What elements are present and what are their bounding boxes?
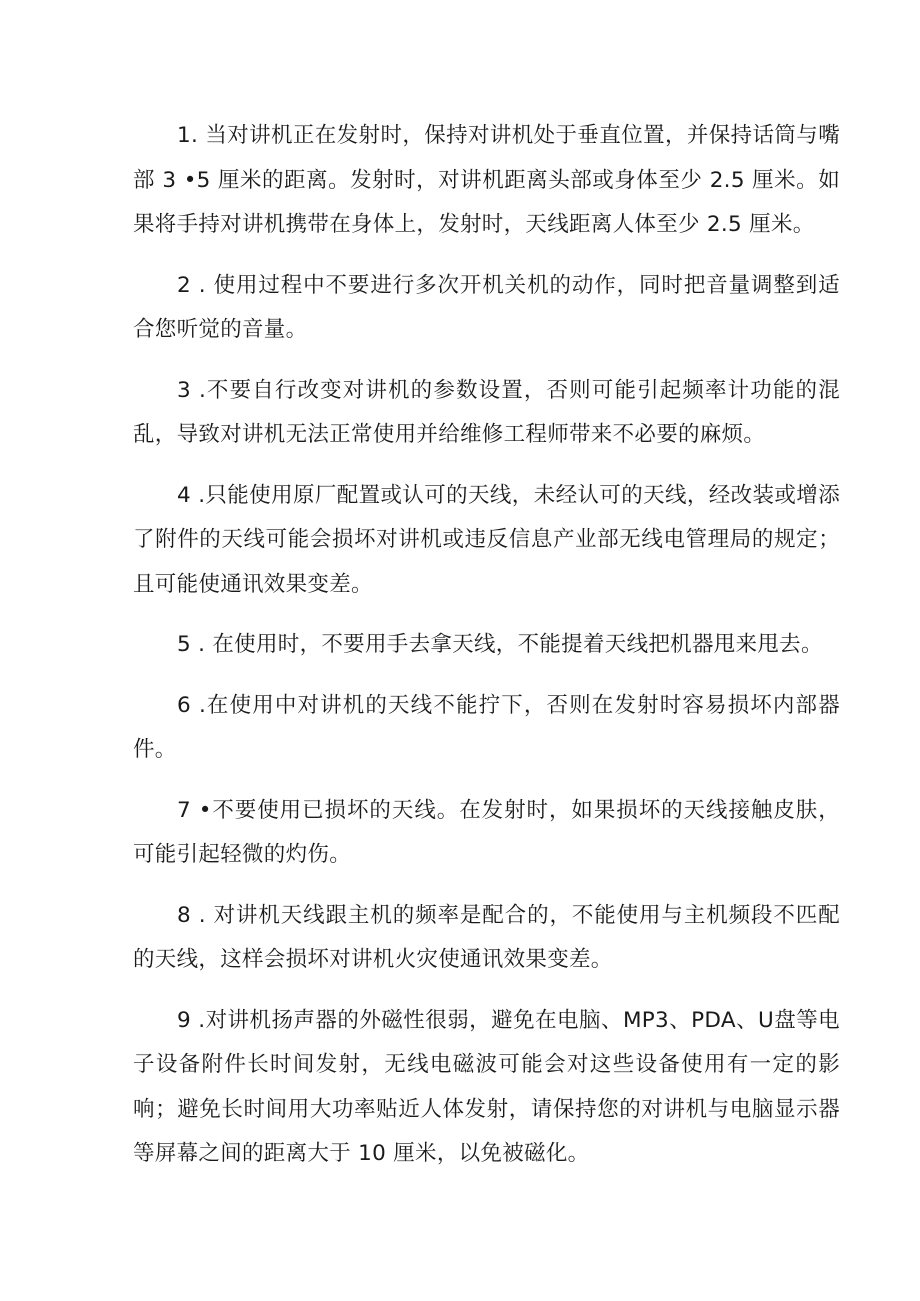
- paragraph-6: 6 .在使用中对讲机的天线不能拧下，否则在发射时容易损坏内部器件。: [133, 692, 840, 762]
- paragraph-1: 1. 当对讲机正在发射时，保持对讲机处于垂直位置，并保持话筒与嘴部 3 •5 厘米的距离。发射时，对讲机距离头部或身体至少 2.5 厘米。如果将手持对讲机携带在身体上，发射时，天线距离人体至少 2.5 厘米。: [133, 123, 840, 237]
- paragraph-7: 7 •不要使用已损坏的天线。在发射时，如果损坏的天线接触皮肤，可能引起轻微的灼伤。: [133, 797, 840, 867]
- paragraph-9: 9 .对讲机扬声器的外磁性很弱，避免在电脑、MP3、PDA、U盘等电子设备附件长时间发射，无线电磁波可能会对这些设备使用有一定的影响；避免长时间用大功率贴近人体发射，请保持您的对讲机与电脑显示器等屏幕之间的距离大于 10 厘米，以免被磁化。: [133, 1007, 840, 1166]
- paragraph-3: 3 .不要自行改变对讲机的参数设置，否则可能引起频率计功能的混乱，导致对讲机无法正常使用并给维修工程师带来不必要的麻烦。: [133, 377, 840, 447]
- paragraph-4: 4 .只能使用原厂配置或认可的天线，未经认可的天线，经改装或增添了附件的天线可能会损坏对讲机或违反信息产业部无线电管理局的规定；且可能使通讯效果变差。: [133, 482, 840, 597]
- paragraph-8: 8 . 对讲机天线跟主机的频率是配合的，不能使用与主机频段不匹配的天线，这样会损坏对讲机火灾使通讯效果变差。: [133, 902, 840, 972]
- paragraph-2: 2 . 使用过程中不要进行多次开机关机的动作，同时把音量调整到适合您听觉的音量。: [133, 272, 840, 342]
- paragraph-5: 5 . 在使用时，不要用手去拿天线，不能提着天线把机器甩来甩去。: [177, 632, 823, 657]
